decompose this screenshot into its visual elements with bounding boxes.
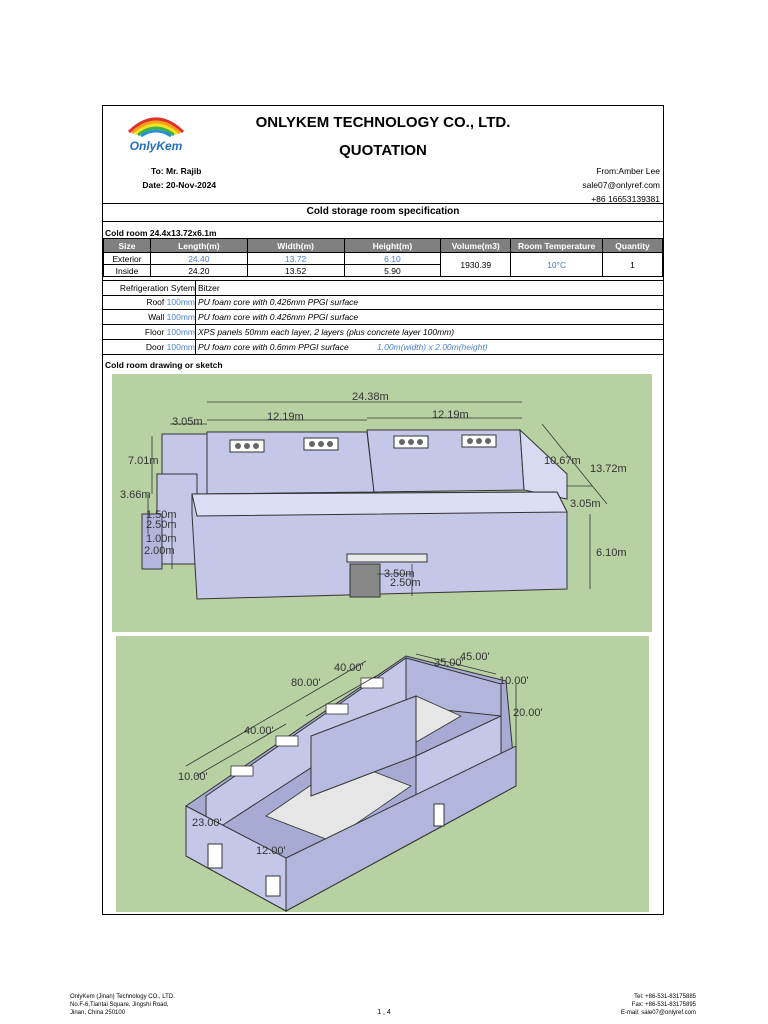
exterior-height: 6.10 — [344, 253, 441, 265]
roof-thickness: 100mm — [166, 297, 195, 307]
dim-e: 45.00' — [460, 651, 490, 663]
row-label: Exterior — [104, 253, 151, 265]
cold-room-3d-drawing — [116, 636, 649, 912]
inside-length: 24.20 — [150, 265, 247, 277]
dim-m: 6.10m — [596, 547, 627, 559]
volume-value: 1930.39 — [441, 253, 511, 277]
quantity-value: 1 — [603, 253, 663, 277]
dimension-sketch — [112, 374, 652, 632]
footer-fax: Fax: +86-531-83175895 — [631, 1002, 696, 1008]
dim-c: 40.00' — [244, 725, 274, 737]
dim-c: 3.05m — [172, 416, 203, 428]
refrigeration-value: Bitzer — [198, 283, 220, 293]
exterior-width: 13.72 — [247, 253, 344, 265]
dim-total: 24.38m — [352, 391, 389, 403]
date-value: 20-Nov-2024 — [166, 180, 217, 190]
temperature-value: 10°C — [511, 253, 603, 277]
footer-email: E-mail: sale07@onlyref.com — [620, 1010, 696, 1016]
column-header: Room Temperature — [511, 239, 603, 253]
footer-company: OnlyKem (Jinan) Technology CO., LTD. — [70, 994, 175, 1000]
inside-height: 5.90 — [344, 265, 441, 277]
document-title: QUOTATION — [339, 142, 427, 159]
dim-i: 2.00m — [144, 545, 175, 557]
floor-thickness: 100mm — [166, 327, 195, 337]
dim-k: 13.72m — [590, 463, 627, 475]
dim-h: 10.00' — [178, 771, 208, 783]
page-number: 1 , 4 — [377, 1009, 391, 1016]
dim-b: 12.19m — [432, 409, 469, 421]
room-label: Cold room 24.4x13.72x6.1m — [105, 228, 217, 238]
column-header: Width(m) — [247, 239, 344, 253]
column-header: Volume(m3) — [441, 239, 511, 253]
roof-label: Roof — [146, 297, 165, 307]
dim-f: 1.50m — [146, 509, 177, 521]
door-label: Door — [145, 342, 165, 352]
refrigeration-label: Refrigeration Sytem — [119, 283, 195, 293]
isometric-sketch — [116, 636, 649, 912]
row-label: Inside — [104, 265, 151, 277]
wall-desc: PU foam core with 0.426mm PPGI surface — [198, 312, 359, 322]
dim-a: 12.19m — [267, 411, 304, 423]
dim-e: 3.66m — [120, 489, 151, 501]
date-label: Date: — [142, 180, 164, 190]
wall-row — [103, 310, 663, 325]
inside-width: 13.52 — [247, 265, 344, 277]
client-info — [123, 164, 218, 192]
spec-title: Cold storage room specification — [306, 206, 460, 217]
dim-i: 23.00' — [192, 817, 222, 829]
dim-j: 10.67m — [544, 455, 581, 467]
sketch-label: Cold room drawing or sketch — [105, 360, 223, 370]
column-header: Height(m) — [344, 239, 441, 253]
footer-city: Jinan, China 250100 — [70, 1010, 126, 1016]
sender-email: sale07@onlyref.com — [582, 180, 660, 190]
exterior-length: 24.40 — [150, 253, 247, 265]
quotation-sheet — [102, 105, 664, 915]
dim-d: 7.01m — [128, 455, 159, 467]
logo-text: OnlyKem — [129, 139, 183, 153]
divider — [103, 221, 663, 222]
floor-label: Floor — [144, 327, 165, 337]
wall-label: Wall — [148, 312, 165, 322]
sender-name: From:Amber Lee — [596, 166, 660, 176]
sender-info — [582, 164, 660, 206]
dim-b: 40.00' — [334, 662, 364, 674]
divider — [103, 203, 663, 204]
dim-l: 3.05m — [570, 498, 601, 510]
dim-g: 2.50m — [146, 519, 177, 531]
roof-desc: PU foam core with 0.426mm PPGI surface — [198, 297, 359, 307]
dim-j: 12.00' — [256, 845, 286, 857]
column-header: Quantity — [603, 239, 663, 253]
roof-row — [103, 295, 663, 310]
door-desc: PU foam core with 0.6mm PPGI surface — [198, 342, 349, 352]
dim-h: 1.00m — [146, 533, 177, 545]
company-name: ONLYKEM TECHNOLOGY CO., LTD. — [255, 114, 511, 131]
floor-row — [103, 325, 663, 340]
refrigeration-row — [103, 280, 663, 296]
door-thickness: 100mm — [166, 342, 195, 352]
footer-tel: Tel: +86-531-83175885 — [634, 994, 696, 1000]
table-header-row — [104, 239, 663, 253]
to-label: To: — [151, 166, 164, 176]
dim-n: 3.50m — [384, 568, 415, 580]
dim-f: 10.00' — [499, 675, 529, 687]
dim-a: 80.00' — [291, 677, 321, 689]
dim-o: 2.50m — [390, 577, 421, 589]
wall-thickness: 100mm — [166, 312, 195, 322]
door-row — [103, 340, 663, 355]
floor-desc: XPS panels 50mm each layer, 2 layers (plus concrete layer 100mm) — [198, 327, 455, 337]
footer-street: No.F-6,Tiantai Square, Jingshi Road, — [70, 1002, 169, 1008]
column-header: Length(m) — [150, 239, 247, 253]
cold-room-dimension-drawing — [112, 374, 652, 632]
dim-g: 20.00' — [513, 707, 543, 719]
table-row — [104, 253, 663, 265]
to-value: Mr. Rajib — [166, 166, 202, 176]
dim-d: 35.00' — [434, 657, 464, 669]
sender-phone: +86 16653139381 — [591, 194, 660, 204]
dimension-table — [103, 238, 663, 277]
door-size: 1.00m(width) x 2.00m(height) — [377, 342, 488, 352]
column-header: Size — [104, 239, 151, 253]
